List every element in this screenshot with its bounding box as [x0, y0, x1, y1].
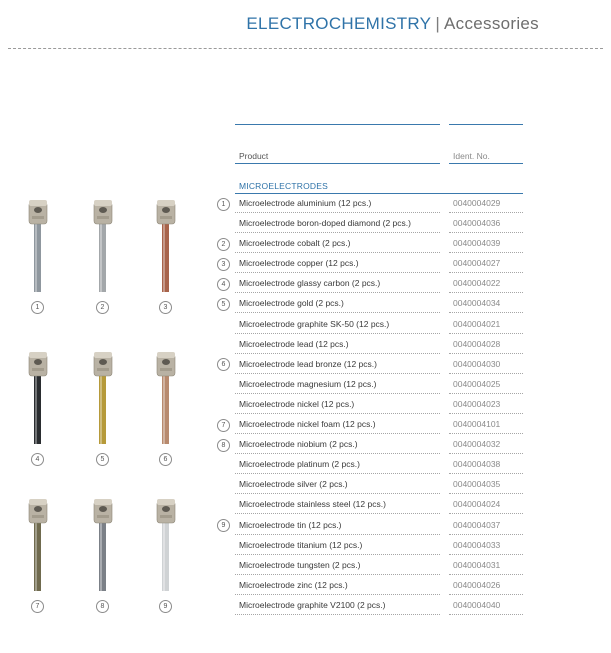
electrode-icon: [27, 497, 49, 593]
column-header-ident: Ident. No.: [453, 151, 490, 161]
electrode-icon: [92, 497, 114, 593]
electrode-cap-band: [32, 216, 44, 219]
electrode-cap-top: [157, 200, 175, 206]
ident-number: 0040004037: [449, 516, 523, 535]
product-name: Microelectrode aluminium (12 pcs.): [235, 194, 440, 213]
electrode-number-badge: 9: [159, 600, 172, 613]
product-name: Microelectrode niobium (2 pcs.): [235, 435, 440, 454]
electrode-icon: [27, 198, 49, 294]
ident-number: 0040004032: [449, 435, 523, 454]
product-name: Microelectrode lead bronze (12 pcs.): [235, 355, 440, 374]
ident-number: 0040004034: [449, 294, 523, 313]
table-row: [0, 315, 611, 335]
electrode-number-badge: 2: [96, 301, 109, 314]
row-number-badge: 4: [217, 278, 230, 291]
electrode-cap-hole: [99, 359, 107, 365]
product-name: Microelectrode platinum (2 pcs.): [235, 455, 440, 474]
ident-number: 0040004039: [449, 234, 523, 253]
row-number-badge: 1: [217, 198, 230, 211]
header-rule-ident: [449, 163, 523, 164]
table-row: [0, 294, 611, 314]
electrode-shaft-highlight: [100, 374, 102, 444]
table-top-rule-product: [235, 124, 440, 125]
ident-number: 0040004031: [449, 556, 523, 575]
ident-number: 0040004030: [449, 355, 523, 374]
electrode-number-badge: 1: [31, 301, 44, 314]
electrode-cap-band: [160, 216, 172, 219]
electrode-cap-top: [94, 499, 112, 505]
electrode-cap-band: [97, 368, 109, 371]
ident-number: 0040004040: [449, 596, 523, 615]
electrode-shaft-highlight: [35, 222, 37, 292]
electrode-shaft-highlight: [35, 374, 37, 444]
ident-number: 0040004101: [449, 415, 523, 434]
header-title-main: ELECTROCHEMISTRY: [246, 14, 432, 33]
ident-number: 0040004021: [449, 315, 523, 334]
electrode-number-badge: 3: [159, 301, 172, 314]
electrode-shaft-highlight: [163, 222, 165, 292]
electrode-cap-band: [32, 515, 44, 518]
header-separator: |: [435, 14, 441, 33]
product-name: Microelectrode boron-doped diamond (2 pcs.): [235, 214, 440, 233]
header-divider: [8, 48, 603, 49]
product-name: Microelectrode magnesium (12 pcs.): [235, 375, 440, 394]
product-name: Microelectrode copper (12 pcs.): [235, 254, 440, 273]
product-name: Microelectrode tungsten (2 pcs.): [235, 556, 440, 575]
product-name: Microelectrode gold (2 pcs.): [235, 294, 440, 313]
product-name: Microelectrode lead (12 pcs.): [235, 335, 440, 354]
electrode-cap-band: [32, 368, 44, 371]
product-name: Microelectrode nickel (12 pcs.): [235, 395, 440, 414]
electrode-cap-top: [29, 499, 47, 505]
ident-number: 0040004036: [449, 214, 523, 233]
electrode-icon: [27, 350, 49, 446]
electrode-cap-band: [160, 515, 172, 518]
page-header-title: [246, 14, 539, 34]
table-row: [0, 475, 611, 495]
product-name: Microelectrode zinc (12 pcs.): [235, 576, 440, 595]
electrode-cap-top: [94, 352, 112, 358]
electrode-number-badge: 5: [96, 453, 109, 466]
table-top-rule-ident: [449, 124, 523, 125]
electrode-cap-top: [29, 200, 47, 206]
electrode-cap-hole: [162, 207, 170, 213]
header-title-sub: Accessories: [444, 14, 539, 33]
column-header-product: Product: [239, 151, 269, 161]
row-number-badge: 3: [217, 258, 230, 271]
electrode-cap-hole: [99, 506, 107, 512]
ident-number: 0040004022: [449, 274, 523, 293]
row-number-badge: 8: [217, 439, 230, 452]
electrode-icon: [92, 350, 114, 446]
ident-number: 0040004028: [449, 335, 523, 354]
ident-number: 0040004027: [449, 254, 523, 273]
row-number-badge: 9: [217, 519, 230, 532]
electrode-number-badge: 6: [159, 453, 172, 466]
product-name: Microelectrode silver (2 pcs.): [235, 475, 440, 494]
electrode-cap-top: [29, 352, 47, 358]
electrode-shaft-highlight: [163, 521, 165, 591]
electrode-cap-hole: [162, 359, 170, 365]
electrode-cap-hole: [99, 207, 107, 213]
product-name: Microelectrode stainless steel (12 pcs.): [235, 495, 440, 514]
row-number-badge: 2: [217, 238, 230, 251]
electrode-number-badge: 8: [96, 600, 109, 613]
product-name: Microelectrode graphite V2100 (2 pcs.): [235, 596, 440, 615]
product-name: Microelectrode titanium (12 pcs.): [235, 536, 440, 555]
row-number-badge: 6: [217, 358, 230, 371]
ident-number: 0040004025: [449, 375, 523, 394]
electrode-cap-band: [97, 515, 109, 518]
electrode-cap-band: [97, 216, 109, 219]
electrode-cap-hole: [34, 359, 42, 365]
electrode-cap-band: [160, 368, 172, 371]
ident-number: 0040004029: [449, 194, 523, 213]
electrode-cap-hole: [34, 207, 42, 213]
ident-number: 0040004035: [449, 475, 523, 494]
electrode-shaft-highlight: [100, 222, 102, 292]
electrode-shaft-highlight: [163, 374, 165, 444]
electrode-cap-top: [94, 200, 112, 206]
electrode-icon: [92, 198, 114, 294]
product-name: Microelectrode glassy carbon (2 pcs.): [235, 274, 440, 293]
product-name: Microelectrode cobalt (2 pcs.): [235, 234, 440, 253]
header-rule-product: [235, 163, 440, 164]
electrode-cap-top: [157, 499, 175, 505]
electrode-cap-hole: [34, 506, 42, 512]
electrode-icon: [155, 350, 177, 446]
section-title-microelectrodes: MICROELECTRODES: [239, 181, 328, 191]
row-number-badge: 5: [217, 298, 230, 311]
product-name: Microelectrode nickel foam (12 pcs.): [235, 415, 440, 434]
electrode-cap-top: [157, 352, 175, 358]
electrode-icon: [155, 497, 177, 593]
ident-number: 0040004024: [449, 495, 523, 514]
ident-number: 0040004038: [449, 455, 523, 474]
ident-number: 0040004023: [449, 395, 523, 414]
electrode-shaft-highlight: [100, 521, 102, 591]
product-name: Microelectrode graphite SK-50 (12 pcs.): [235, 315, 440, 334]
electrode-number-badge: 7: [31, 600, 44, 613]
electrode-cap-hole: [162, 506, 170, 512]
row-number-badge: 7: [217, 419, 230, 432]
table-row: [0, 596, 611, 616]
electrode-icon: [155, 198, 177, 294]
table-row: [0, 455, 611, 475]
product-name: Microelectrode tin (12 pcs.): [235, 516, 440, 535]
electrode-number-badge: 4: [31, 453, 44, 466]
ident-number: 0040004026: [449, 576, 523, 595]
ident-number: 0040004033: [449, 536, 523, 555]
electrode-shaft-highlight: [35, 521, 37, 591]
